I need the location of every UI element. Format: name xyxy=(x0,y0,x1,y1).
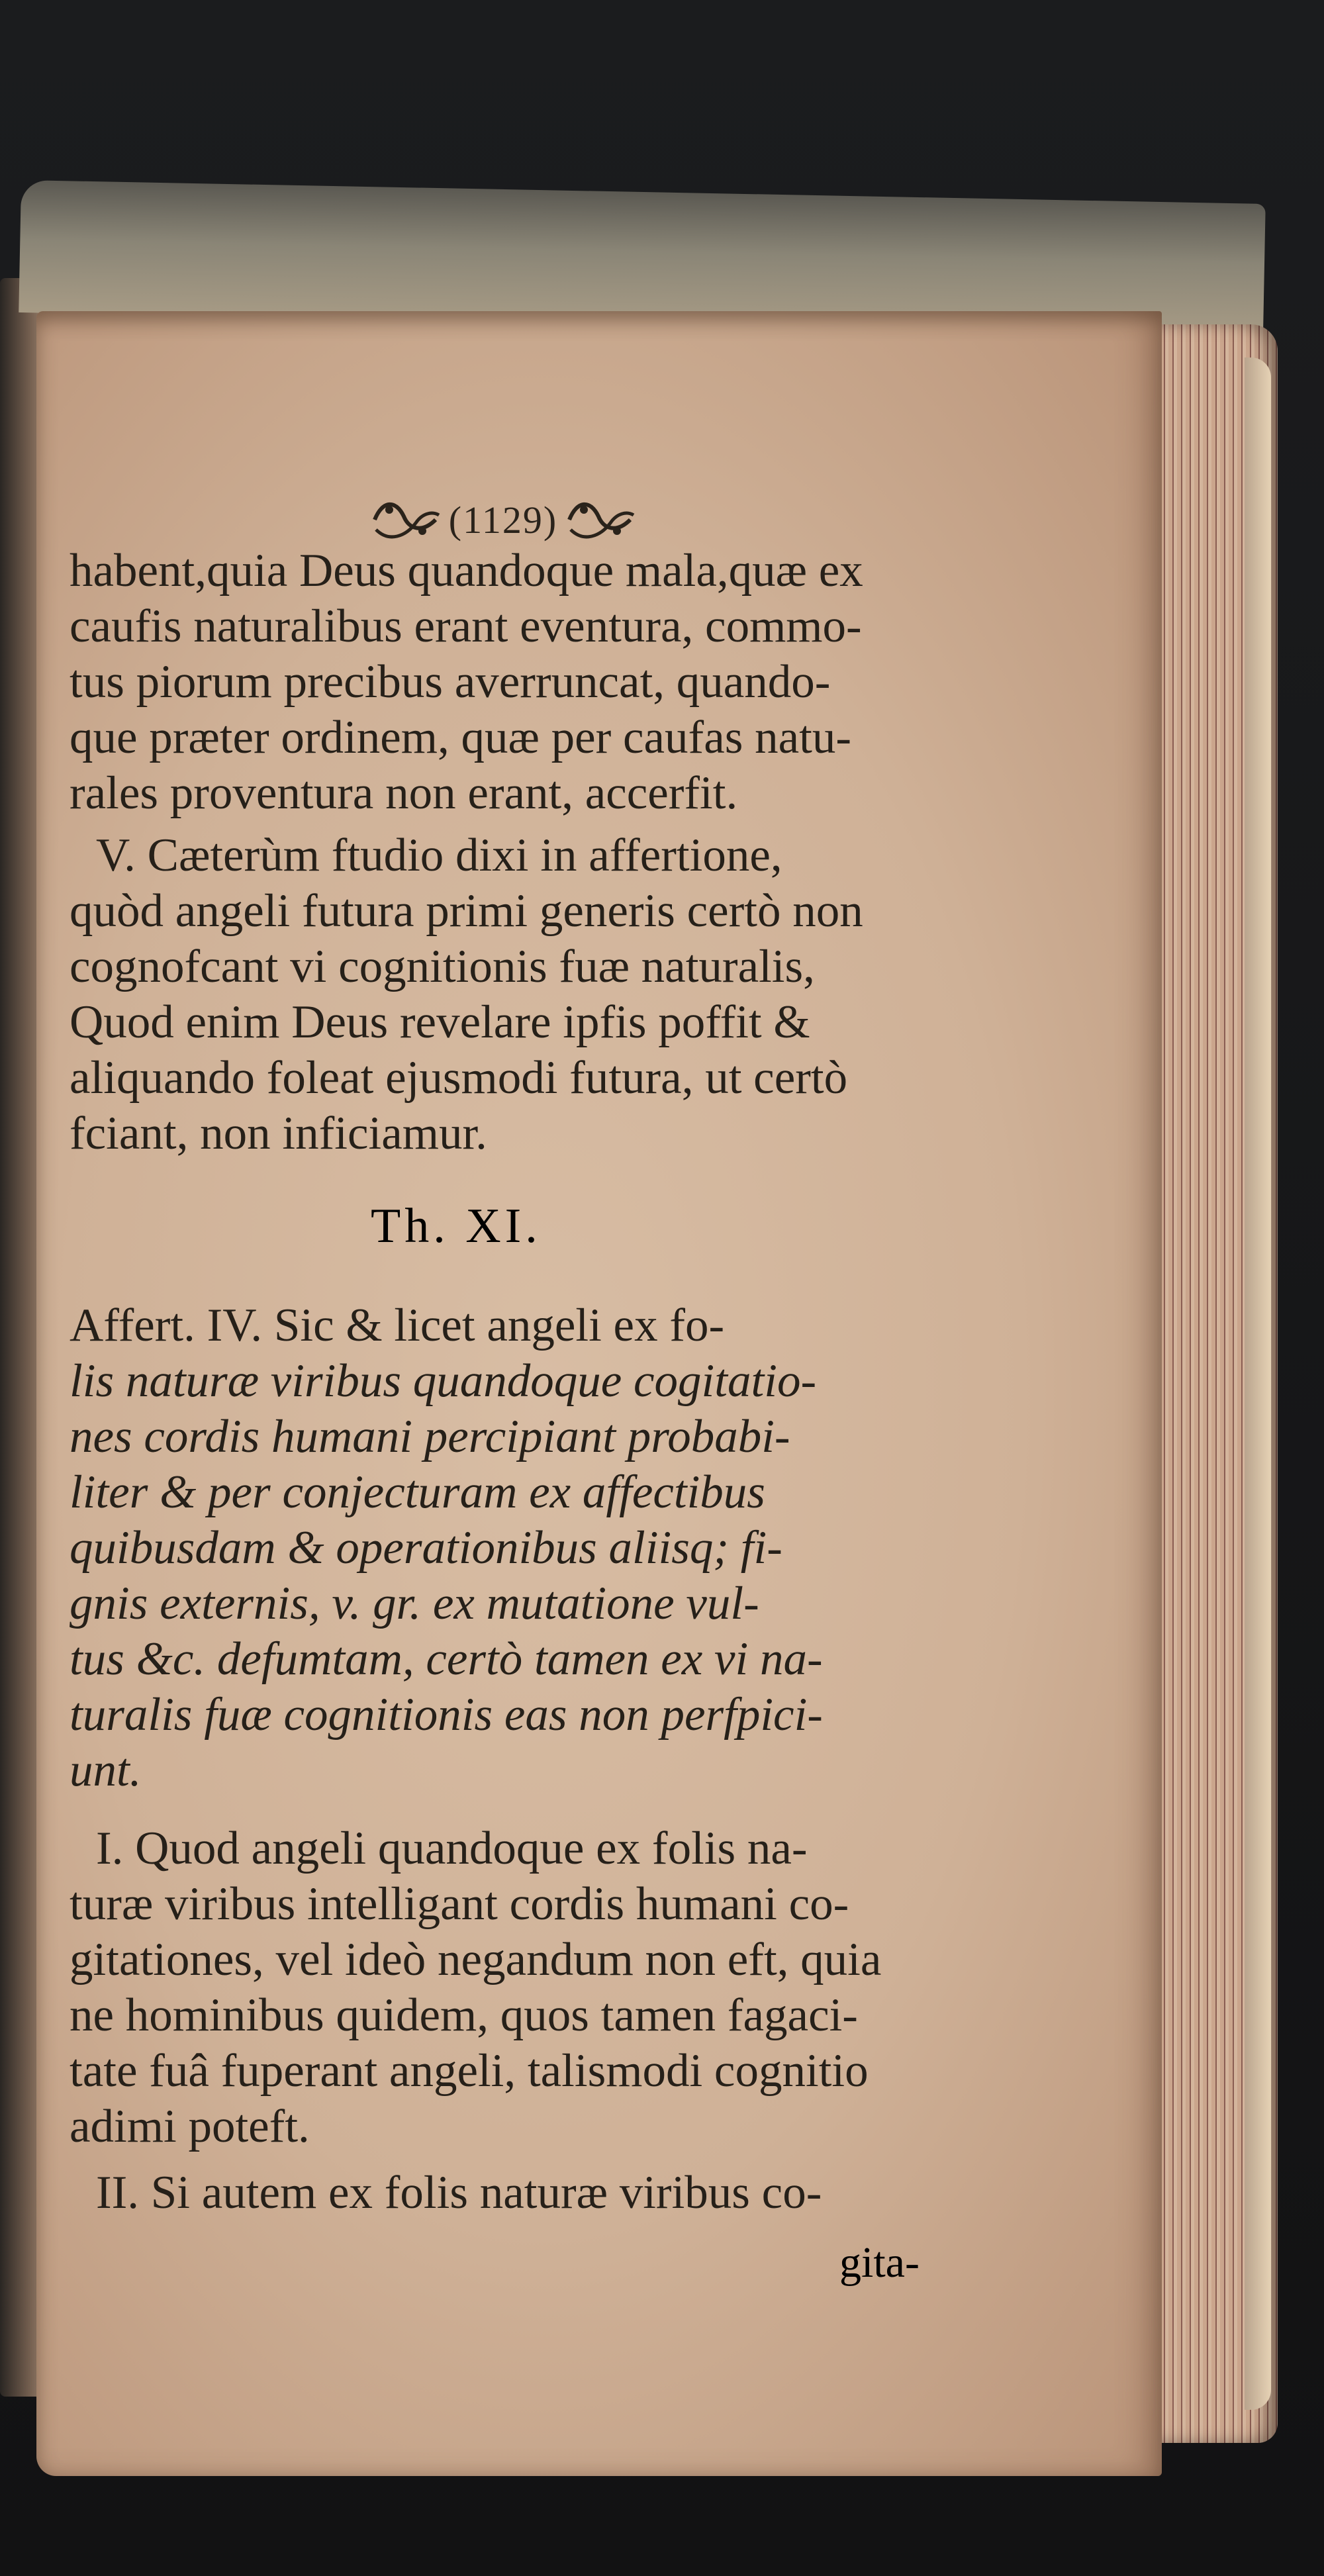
text-line: tate fuâ fuperant angeli, talismodi cognitio xyxy=(70,2045,869,2097)
ornament-icon xyxy=(369,497,442,543)
text-line: nes cordis humani percipiant probabi- xyxy=(70,1411,790,1462)
text-line: V. Cæterùm ftudio dixi in affertione, xyxy=(96,830,782,881)
text-line: aliquando foleat ejusmodi futura, ut certò xyxy=(70,1052,848,1104)
text-line: ne hominibus quidem, quos tamen fagaci- xyxy=(70,1989,858,2041)
text-line: Quod enim Deus revelare ipfis poffit & xyxy=(70,996,810,1048)
text-line: liter & per conjecturam ex affectibus xyxy=(70,1466,765,1518)
text-line: quòd angeli futura primi generis certò non xyxy=(70,885,863,937)
catchword: gita- xyxy=(839,2238,920,2287)
text-line: II. Si autem ex folis naturæ viribus co- xyxy=(96,2167,822,2218)
text-line: que præter ordinem, quæ per caufas natu- xyxy=(70,712,851,763)
text-line: lis naturæ viribus quandoque cogitatio- xyxy=(70,1355,817,1407)
text-line: caufis naturalibus erant eventura, commo- xyxy=(70,600,862,652)
text-line: tus &c. defumtam, certò tamen ex vi na- xyxy=(70,1633,823,1685)
text-line: turalis fuæ cognitionis eas non perfpici- xyxy=(70,1689,823,1741)
text-line: unt. xyxy=(70,1744,142,1796)
text-line: rales proventura non erant, accerfit. xyxy=(70,767,738,819)
text-line: gitationes, vel ideò negandum non eft, quia xyxy=(70,1934,882,1985)
text-line: fciant, non inficiamur. xyxy=(70,1108,487,1159)
book-fore-edge xyxy=(1245,358,1271,2410)
text-line: gnis externis, v. gr. ex mutatione vul- xyxy=(70,1578,759,1629)
text-line: tus piorum precibus averruncat, quando- xyxy=(70,656,831,708)
text-line: quibusdam & operationibus aliisq; fi- xyxy=(70,1522,782,1574)
text-line: habent,quia Deus quandoque mala,quæ ex xyxy=(70,545,863,596)
text-line: adimi poteft. xyxy=(70,2101,310,2152)
page-number: (1129) xyxy=(448,498,558,542)
text-line: cognofcant vi cognitionis fuæ naturalis, xyxy=(70,941,815,992)
ornament-icon xyxy=(564,497,637,543)
text-line: Affert. IV. Sic & licet angeli ex fo- xyxy=(70,1300,725,1351)
text-line: I. Quod angeli quandoque ex folis na- xyxy=(96,1823,808,1874)
section-heading: Th. XI. xyxy=(371,1199,542,1253)
text-line: turæ viribus intelligant cordis humani co- xyxy=(70,1878,849,1930)
